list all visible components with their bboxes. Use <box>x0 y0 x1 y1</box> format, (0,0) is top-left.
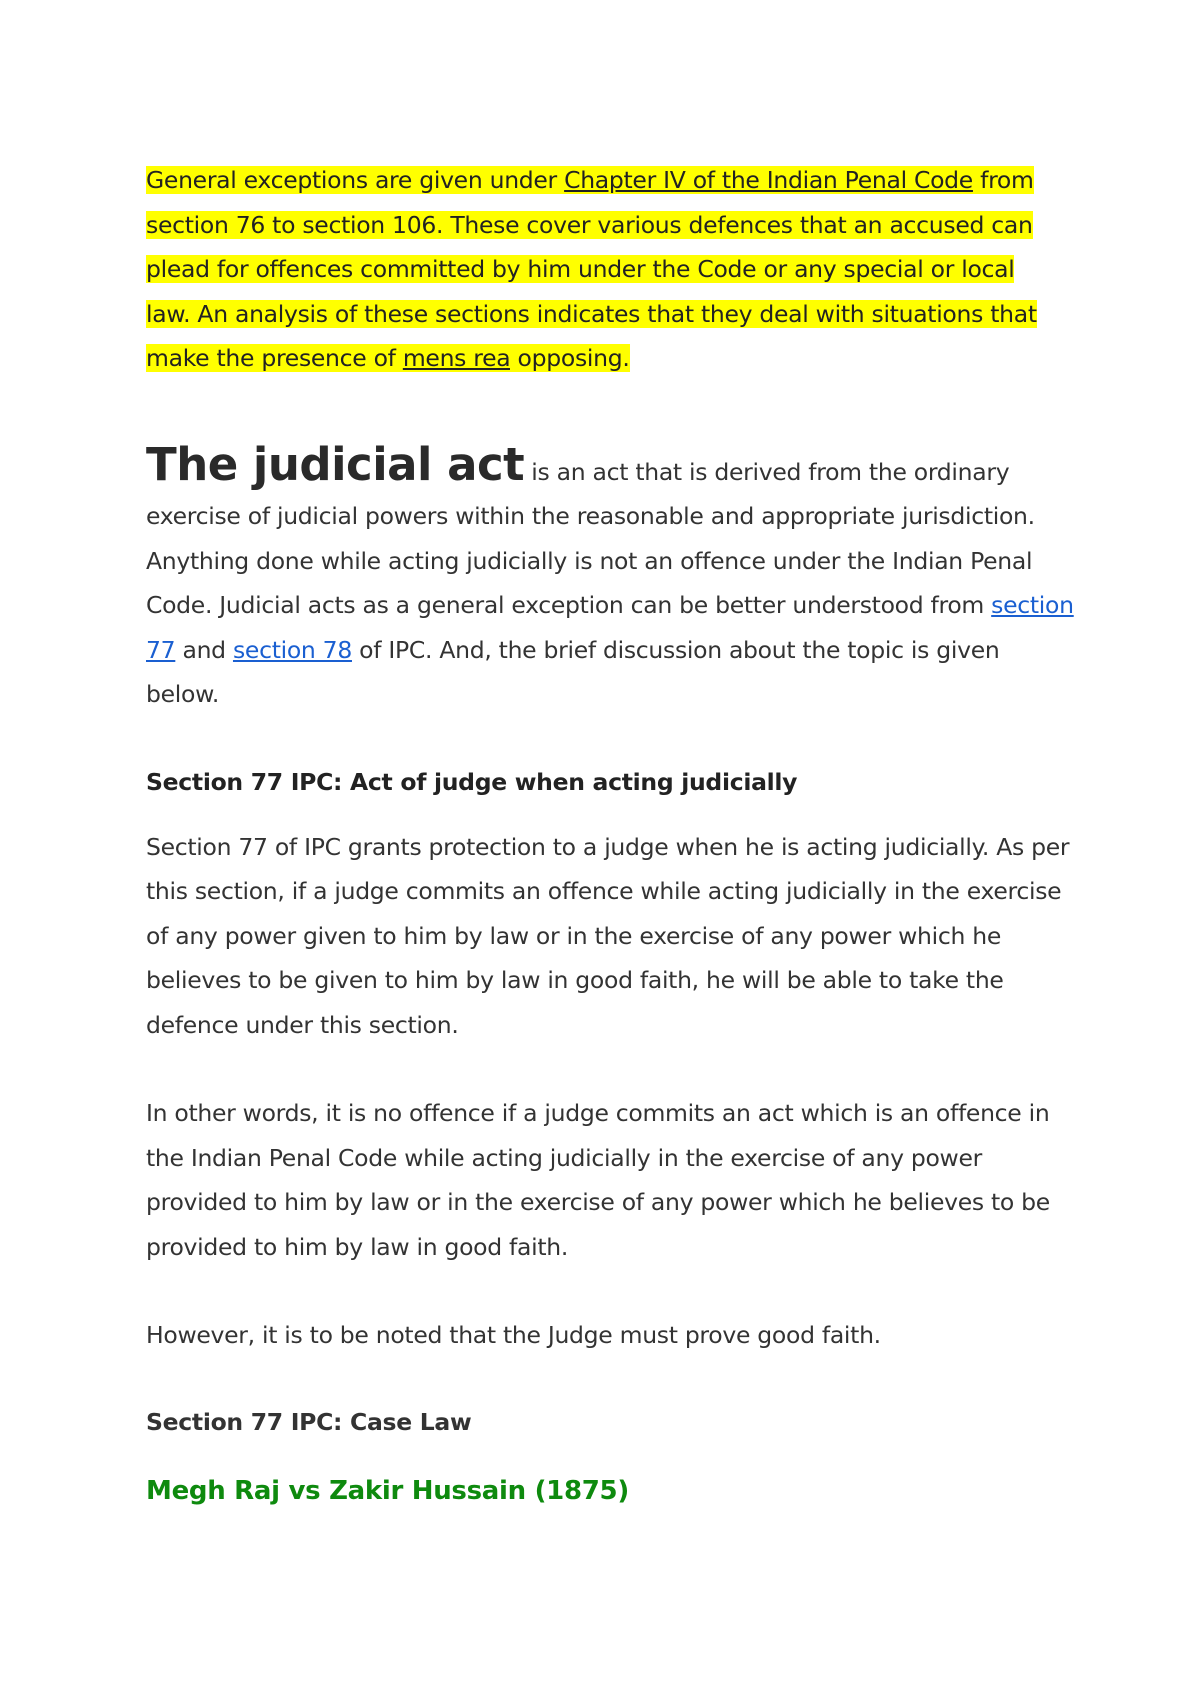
section-77-paragraph: Section 77 of IPC grants protection to a judge when he is acting judicially. As per this section, if a judge commits an offence while acting judicially in the exercise of any power given to him by law or in the exercise of any power which he believes to be given to him by law in good faith, he will be able to take the defence under this section. <box>146 832 1070 1039</box>
judicial-act-title: The judicial act <box>146 437 525 491</box>
judicial-act-paragraph <box>146 437 1076 717</box>
highlighted-text: from section 76 to section 106. These cover various defences that an accused can plead for offences committed by him under the Code or any special or local law. An analysis of these sections indicates that they deal with situations that make the presence of <box>146 166 1037 372</box>
case-law-heading: Section 77 IPC: Case Law <box>146 1407 472 1436</box>
intro-paragraph <box>146 158 1046 381</box>
highlighted-text: General exceptions are given under <box>146 166 565 194</box>
section-77-heading: Section 77 IPC: Act of judge when acting judicially <box>146 767 798 796</box>
document-page <box>146 158 1076 1513</box>
body-text: is an act that is derived from the ordinary exercise of judicial powers within the reasonable and appropriate jurisdiction. Anything done while acting judicially is not an offence under the Indian Penal Code. Judicial acts as a general exception can be better understood from <box>146 457 1035 619</box>
section-77-link[interactable]: section 77 <box>146 591 1074 664</box>
body-text: and <box>175 635 233 664</box>
in-other-words-paragraph: In other words, it is no offence if a judge commits an act which is an offence in the Indian Penal Code while acting judicially in the exercise of any power provided to him by law or in the exercise of any power which he believes to be provided to him by law in good faith. <box>146 1099 1050 1261</box>
mens-rea-link[interactable]: mens rea <box>402 344 511 372</box>
good-faith-note: However, it is to be noted that the Judge must prove good faith. <box>146 1321 881 1349</box>
section-78-link[interactable]: section 78 <box>232 635 352 664</box>
case-title: Megh Raj vs Zakir Hussain (1875) <box>146 1475 629 1506</box>
chapter-iv-link[interactable]: Chapter IV of the Indian Penal Code <box>564 166 973 194</box>
highlighted-text: opposing. <box>510 344 630 372</box>
body-text: of IPC. And, the brief discussion about the topic is given below. <box>146 635 1000 708</box>
